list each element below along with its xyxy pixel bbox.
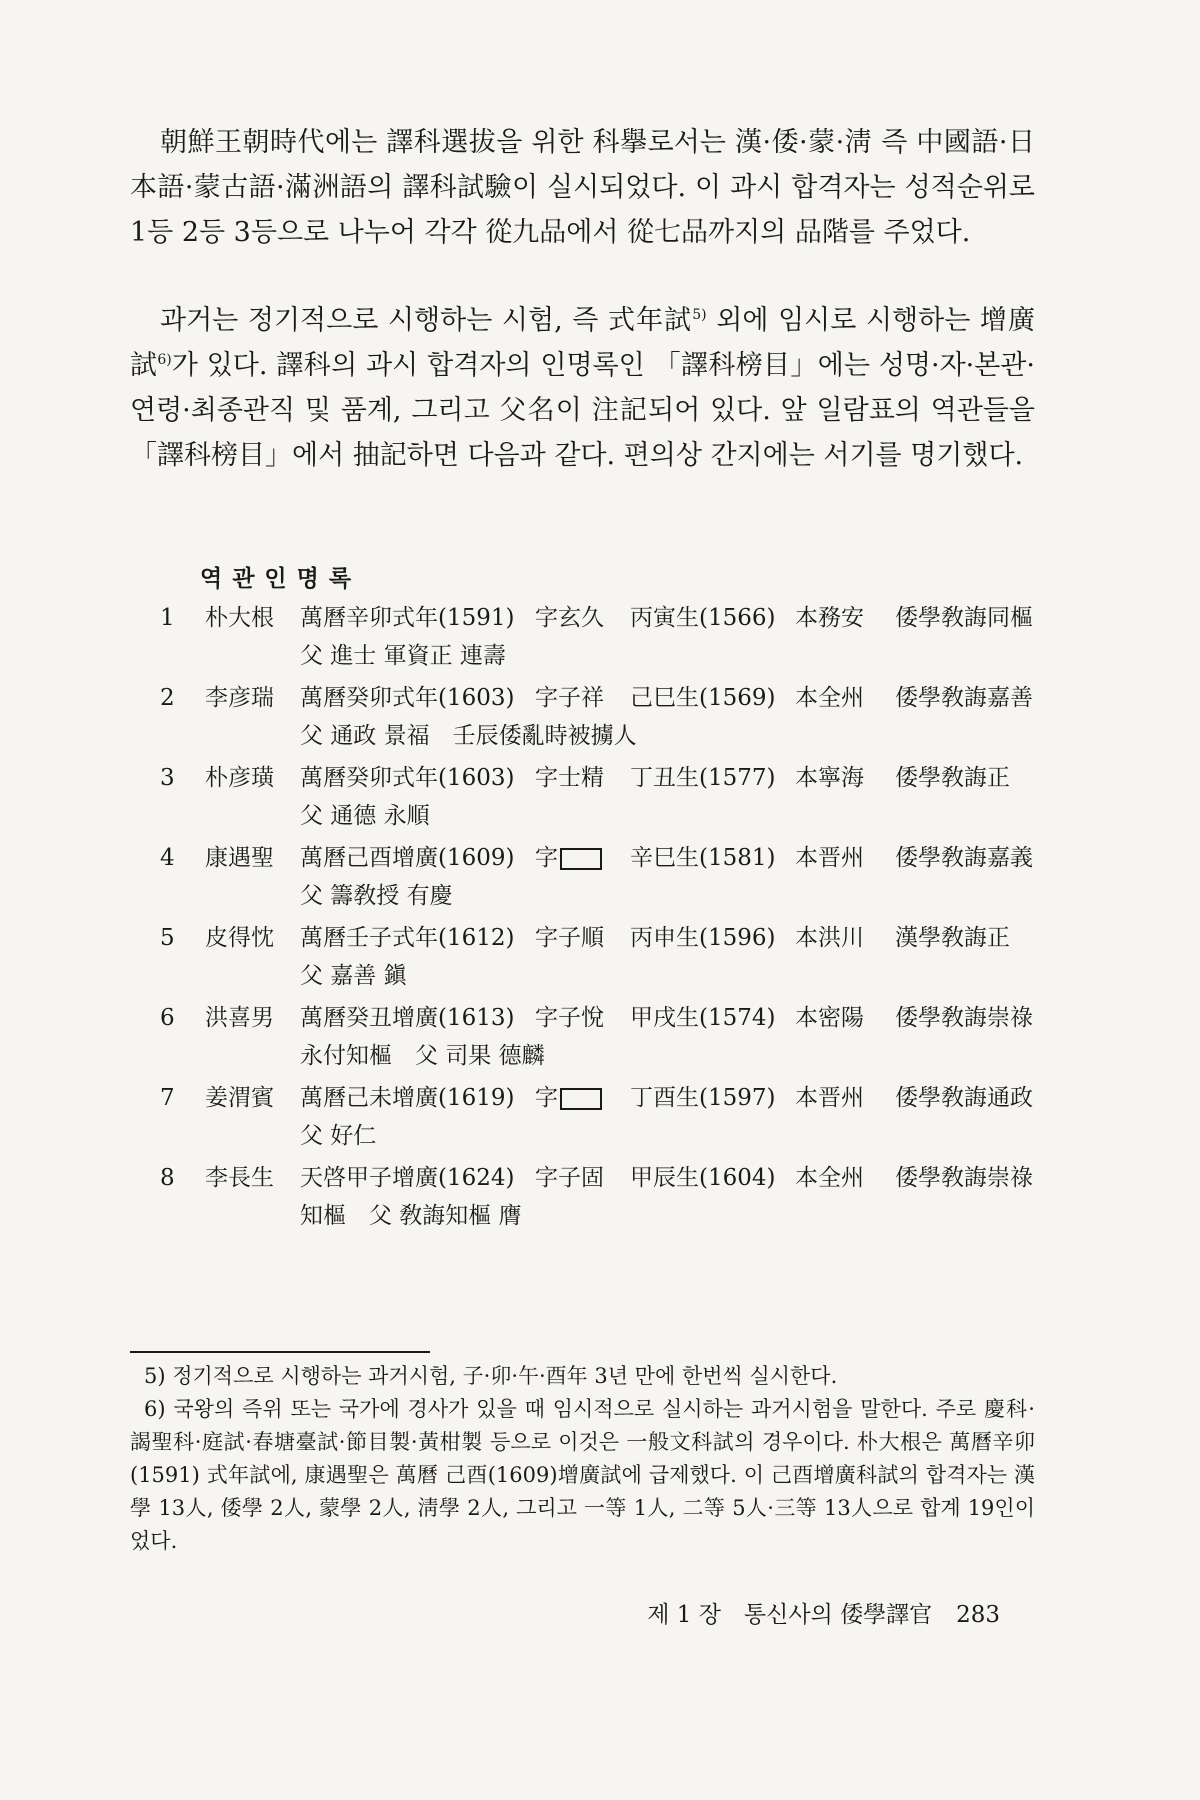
entry-final-post: 倭學敎誨嘉義 — [895, 845, 1033, 871]
footnotes — [130, 1360, 1035, 1558]
entry-exam: 萬曆癸卯式年(1603) — [300, 685, 515, 711]
page-footer — [647, 1596, 1000, 1629]
blank-box — [560, 848, 602, 870]
entry-clan-origin: 本全州 — [795, 685, 864, 711]
paragraph-2-text-b: 외에 임시로 시행하는 增廣試 — [130, 305, 1035, 381]
entry-clan-origin: 本全州 — [795, 1165, 864, 1191]
entry-courtesy-name: 字子順 — [535, 925, 604, 951]
entry-father-line: 知樞 父 敎誨知樞 膺 — [300, 1203, 522, 1229]
roster-entry — [160, 920, 1040, 1000]
entry-birth-year: 辛巳生(1581) — [630, 845, 776, 871]
entry-father-line: 父 進士 軍資正 連壽 — [300, 643, 506, 669]
entry-number: 1 — [160, 605, 175, 631]
roster-entry-line-1 — [160, 600, 1040, 636]
entry-birth-year: 丁丑生(1577) — [630, 765, 776, 791]
entry-birth-year: 甲辰生(1604) — [630, 1165, 776, 1191]
entry-final-post: 倭學敎誨通政 — [895, 1085, 1033, 1111]
entry-name: 朴大根 — [205, 605, 274, 631]
entry-clan-origin: 本密陽 — [795, 1005, 864, 1031]
entry-final-post: 倭學敎誨同樞 — [895, 605, 1033, 631]
entry-father-line: 父 好仁 — [300, 1123, 377, 1149]
roster-entry — [160, 840, 1040, 920]
entry-number: 4 — [160, 845, 175, 871]
entry-birth-year: 丙寅生(1566) — [630, 605, 776, 631]
paragraph-2-text-a: 과거는 정기적으로 시행하는 시험, 즉 式年試 — [160, 305, 693, 336]
entry-birth-year: 甲戌生(1574) — [630, 1005, 776, 1031]
roster-entry-line-1 — [160, 840, 1040, 876]
page-number: 283 — [956, 1602, 1000, 1628]
entry-final-post: 倭學敎誨正 — [895, 765, 1010, 791]
entry-name: 朴彦璜 — [205, 765, 274, 791]
entry-exam: 萬曆辛卯式年(1591) — [300, 605, 515, 631]
entry-name: 洪喜男 — [205, 1005, 274, 1031]
roster-entry — [160, 1160, 1040, 1240]
entry-name: 李長生 — [205, 1165, 274, 1191]
entry-birth-year: 己巳生(1569) — [630, 685, 776, 711]
roster-entry — [160, 600, 1040, 680]
running-head: 제 1 장 통신사의 倭學譯官 — [647, 1602, 933, 1628]
entry-birth-year: 丙申生(1596) — [630, 925, 776, 951]
entry-final-post: 倭學敎誨嘉善 — [895, 685, 1033, 711]
entry-clan-origin: 本洪川 — [795, 925, 864, 951]
footnote-6: 6) 국왕의 즉위 또는 국가에 경사가 있을 때 임시적으로 실시하는 과거시험을 말한다. 주로 慶科·謁聖科·庭試·春塘臺試·節目製·黃柑製 등으로 이것은 一般文科試의 경우이다. 朴大根은 萬曆辛卯(1591) 式年試에, 康遇聖은 萬曆 己酉(1609)增廣試에 급제했다. 이 己酉增廣科試의 합격자는 漢學 13人, 倭學 2人, 蒙學 2人, 淸學 2人, 그리고 一等 1人, 二等 5人·三等 13人으로 합계 19인이었다. — [130, 1397, 1035, 1553]
entry-courtesy-name: 字子悅 — [535, 1005, 604, 1031]
entry-clan-origin: 本晋州 — [795, 1085, 864, 1111]
entry-father-line: 父 通政 景福 壬辰倭亂時被擄人 — [300, 723, 637, 749]
roster-title: 역관인명록 — [200, 566, 362, 592]
entry-birth-year: 丁酉生(1597) — [630, 1085, 776, 1111]
roster-entry — [160, 1000, 1040, 1080]
footnote-ref-5[interactable]: 5) — [692, 307, 707, 323]
entry-name: 李彦瑞 — [205, 685, 274, 711]
entry-clan-origin: 本務安 — [795, 605, 864, 631]
entry-clan-origin: 本寧海 — [795, 765, 864, 791]
entry-courtesy-name: 字玄久 — [535, 605, 604, 631]
entry-exam: 萬曆壬子式年(1612) — [300, 925, 515, 951]
entry-courtesy-name: 字 — [535, 1080, 602, 1116]
roster-entry-line-1 — [160, 1000, 1040, 1036]
entry-name: 皮得忱 — [205, 925, 274, 951]
entry-father-line: 永付知樞 父 司果 德麟 — [300, 1043, 545, 1069]
entry-name: 康遇聖 — [205, 845, 274, 871]
entry-final-post: 漢學敎誨正 — [895, 925, 1010, 951]
paragraph-2-text-c: 가 있다. 譯科의 과시 합격자의 인명록인 「譯科榜目」에는 성명·자·본관·연령·최종관직 및 품계, 그리고 父名이 注記되어 있다. 앞 일람표의 역관들을 「譯科榜目」에서 抽記하면 다음과 같다. 편의상 간지에는 서기를 명기했다. — [130, 350, 1035, 471]
body-paragraph-1: 朝鮮王朝時代에는 譯科選拔을 위한 科擧로서는 漢·倭·蒙·淸 즉 中國語·日本語·蒙古語·滿洲語의 譯科試驗이 실시되었다. 이 과시 합격자는 성적순위로 1등 2등 3등으로 나누어 각각 從九品에서 從七品까지의 品階를 주었다. — [130, 127, 1035, 248]
entry-exam: 天啓甲子增廣(1624) — [300, 1165, 515, 1191]
entry-number: 3 — [160, 765, 175, 791]
entry-number: 5 — [160, 925, 175, 951]
entry-courtesy-name: 字子固 — [535, 1165, 604, 1191]
entry-number: 8 — [160, 1165, 175, 1191]
blank-box — [560, 1088, 602, 1110]
roster-entry — [160, 760, 1040, 840]
entry-exam: 萬曆癸卯式年(1603) — [300, 765, 515, 791]
footnote-ref-6[interactable]: 6) — [157, 352, 172, 368]
interpreter-roster — [160, 600, 1040, 1240]
roster-entry — [160, 1080, 1040, 1160]
entry-courtesy-name: 字子祥 — [535, 685, 604, 711]
entry-father-line: 父 通德 永順 — [300, 803, 430, 829]
entry-clan-origin: 本晋州 — [795, 845, 864, 871]
entry-final-post: 倭學敎誨崇祿 — [895, 1005, 1033, 1031]
entry-courtesy-name: 字士精 — [535, 765, 604, 791]
roster-entry-line-1 — [160, 760, 1040, 796]
entry-exam: 萬曆己酉增廣(1609) — [300, 845, 515, 871]
footnote-divider — [130, 1351, 430, 1353]
body-paragraph-2 — [130, 298, 1035, 478]
roster-entry — [160, 680, 1040, 760]
entry-number: 7 — [160, 1085, 175, 1111]
roster-entry-line-1 — [160, 1080, 1040, 1116]
entry-final-post: 倭學敎誨崇祿 — [895, 1165, 1033, 1191]
roster-entry-line-1 — [160, 680, 1040, 716]
entry-father-line: 父 籌敎授 有慶 — [300, 883, 453, 909]
entry-exam: 萬曆己未增廣(1619) — [300, 1085, 515, 1111]
entry-number: 6 — [160, 1005, 175, 1031]
roster-entry-line-1 — [160, 1160, 1040, 1196]
entry-name: 姜渭賓 — [205, 1085, 274, 1111]
roster-entry-line-1 — [160, 920, 1040, 956]
footnote-5: 5) 정기적으로 시행하는 과거시험, 子·卯·午·酉年 3년 만에 한번씩 실시한다. — [144, 1364, 838, 1388]
entry-exam: 萬曆癸丑增廣(1613) — [300, 1005, 515, 1031]
entry-courtesy-name: 字 — [535, 840, 602, 876]
entry-number: 2 — [160, 685, 175, 711]
entry-father-line: 父 嘉善 鎭 — [300, 963, 407, 989]
